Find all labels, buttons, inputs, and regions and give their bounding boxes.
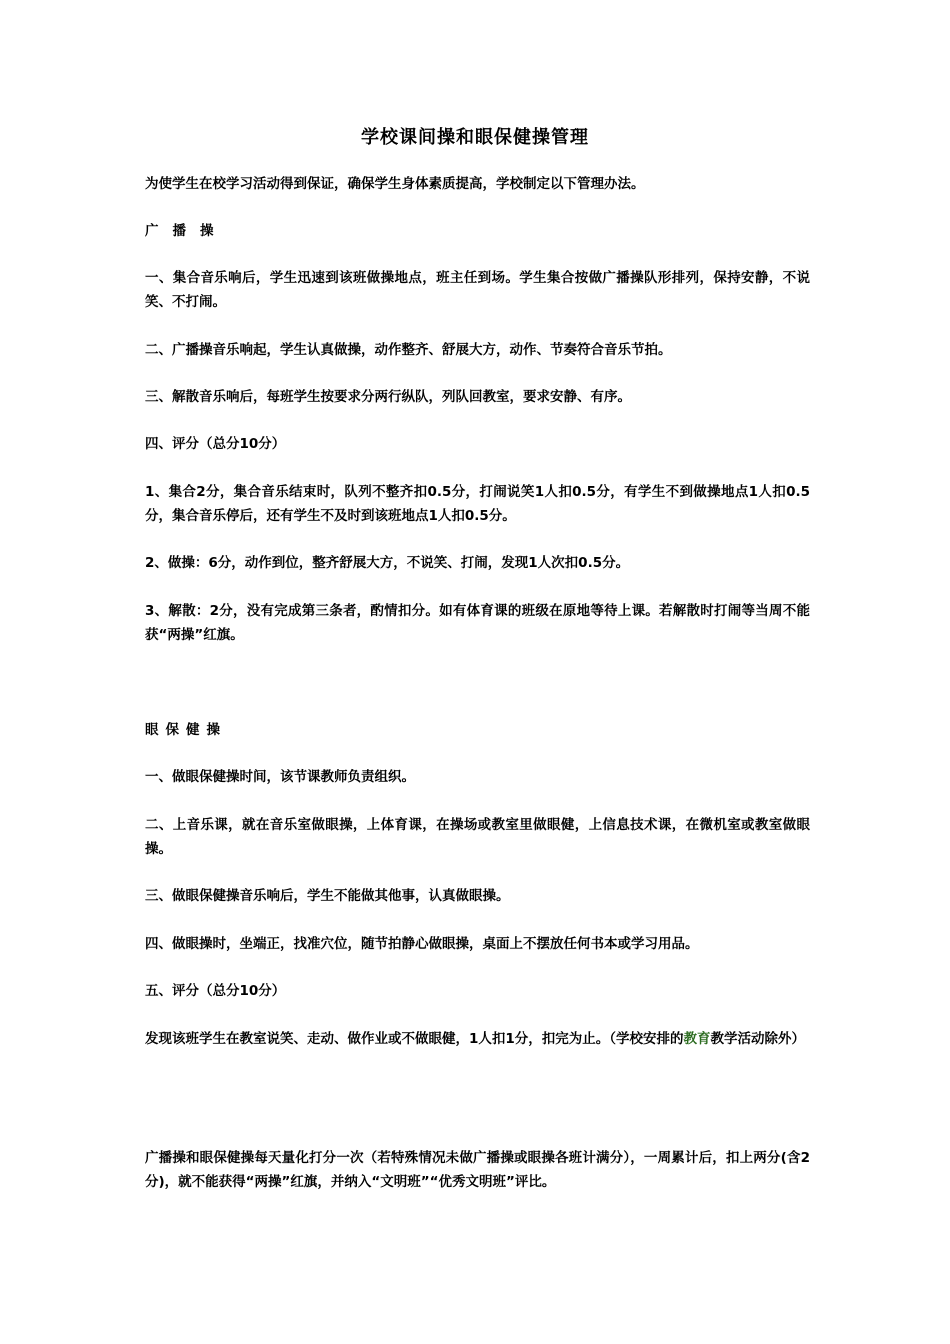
eye-item-2: 二、上音乐课，就在音乐室做眼操，上体育课，在操场或教室里做眼健，上信息技术课，在微机室或教室做眼操。: [145, 817, 810, 857]
eye-item-4: 四、做眼操时，坐端正，找准穴位，随节拍静心做眼操，桌面上不摆放任何书本或学习用品。: [145, 936, 699, 952]
eye-scoring-heading: 五、评分（总分10分）: [145, 983, 286, 999]
broadcast-heading: 广播操: [145, 223, 228, 239]
summary-paragraph: 广播操和眼保健操每天量化打分一次（若特殊情况未做广播操或眼操各班计满分），一周累计后，扣上两分(含2分)，就不能获得“两操”红旗，并纳入“文明班”“优秀文明班”评比。: [145, 1150, 810, 1190]
broadcast-scoring-2: 2、做操：6分，动作到位，整齐舒展大方，不说笑、打闹，发现1人次扣0.5分。: [145, 555, 630, 571]
broadcast-item-3: 三、解散音乐响后，每班学生按要求分两行纵队，列队回教室，要求安静、有序。: [145, 389, 631, 405]
document-title: 学校课间操和眼保健操管理: [361, 127, 589, 148]
broadcast-item-2: 二、广播操音乐响起，学生认真做操，动作整齐、舒展大方，动作、节奏符合音乐节拍。: [145, 342, 672, 358]
eye-heading: 眼保健操: [145, 722, 227, 738]
intro-paragraph: 为使学生在校学习活动得到保证，确保学生身体素质提高，学校制定以下管理办法。: [145, 176, 645, 192]
broadcast-scoring-1: 1、集合2分，集合音乐结束时，队列不整齐扣0.5分，打闹说笑1人扣0.5分，有学生不到做操地点1人扣0.5分，集合音乐停后，还有学生不及时到该班地点1人扣0.5分。: [145, 484, 810, 524]
broadcast-scoring-3: 3、解散：2分，没有完成第三条者，酌情扣分。如有体育课的班级在原地等待上课。若解散时打闹等当周不能获“两操”红旗。: [145, 603, 810, 643]
eye-item-1: 一、做眼保健操时间，该节课教师负责组织。: [145, 769, 415, 785]
broadcast-scoring-heading: 四、评分（总分10分）: [145, 436, 286, 452]
eye-rule-text-after: 教学活动除外）: [710, 1031, 806, 1047]
education-link[interactable]: 教育: [683, 1031, 711, 1047]
broadcast-item-1: 一、集合音乐响后，学生迅速到该班做操地点，班主任到场。学生集合按做广播操队形排列，保持安静，不说笑、不打闹。: [145, 270, 810, 310]
eye-scoring-rule: [145, 1027, 810, 1051]
eye-item-3: 三、做眼保健操音乐响后，学生不能做其他事，认真做眼操。: [145, 888, 510, 904]
eye-rule-text-before: 发现该班学生在教室说笑、走动、做作业或不做眼健，1人扣1分，扣完为止。（学校安排的: [145, 1031, 684, 1047]
